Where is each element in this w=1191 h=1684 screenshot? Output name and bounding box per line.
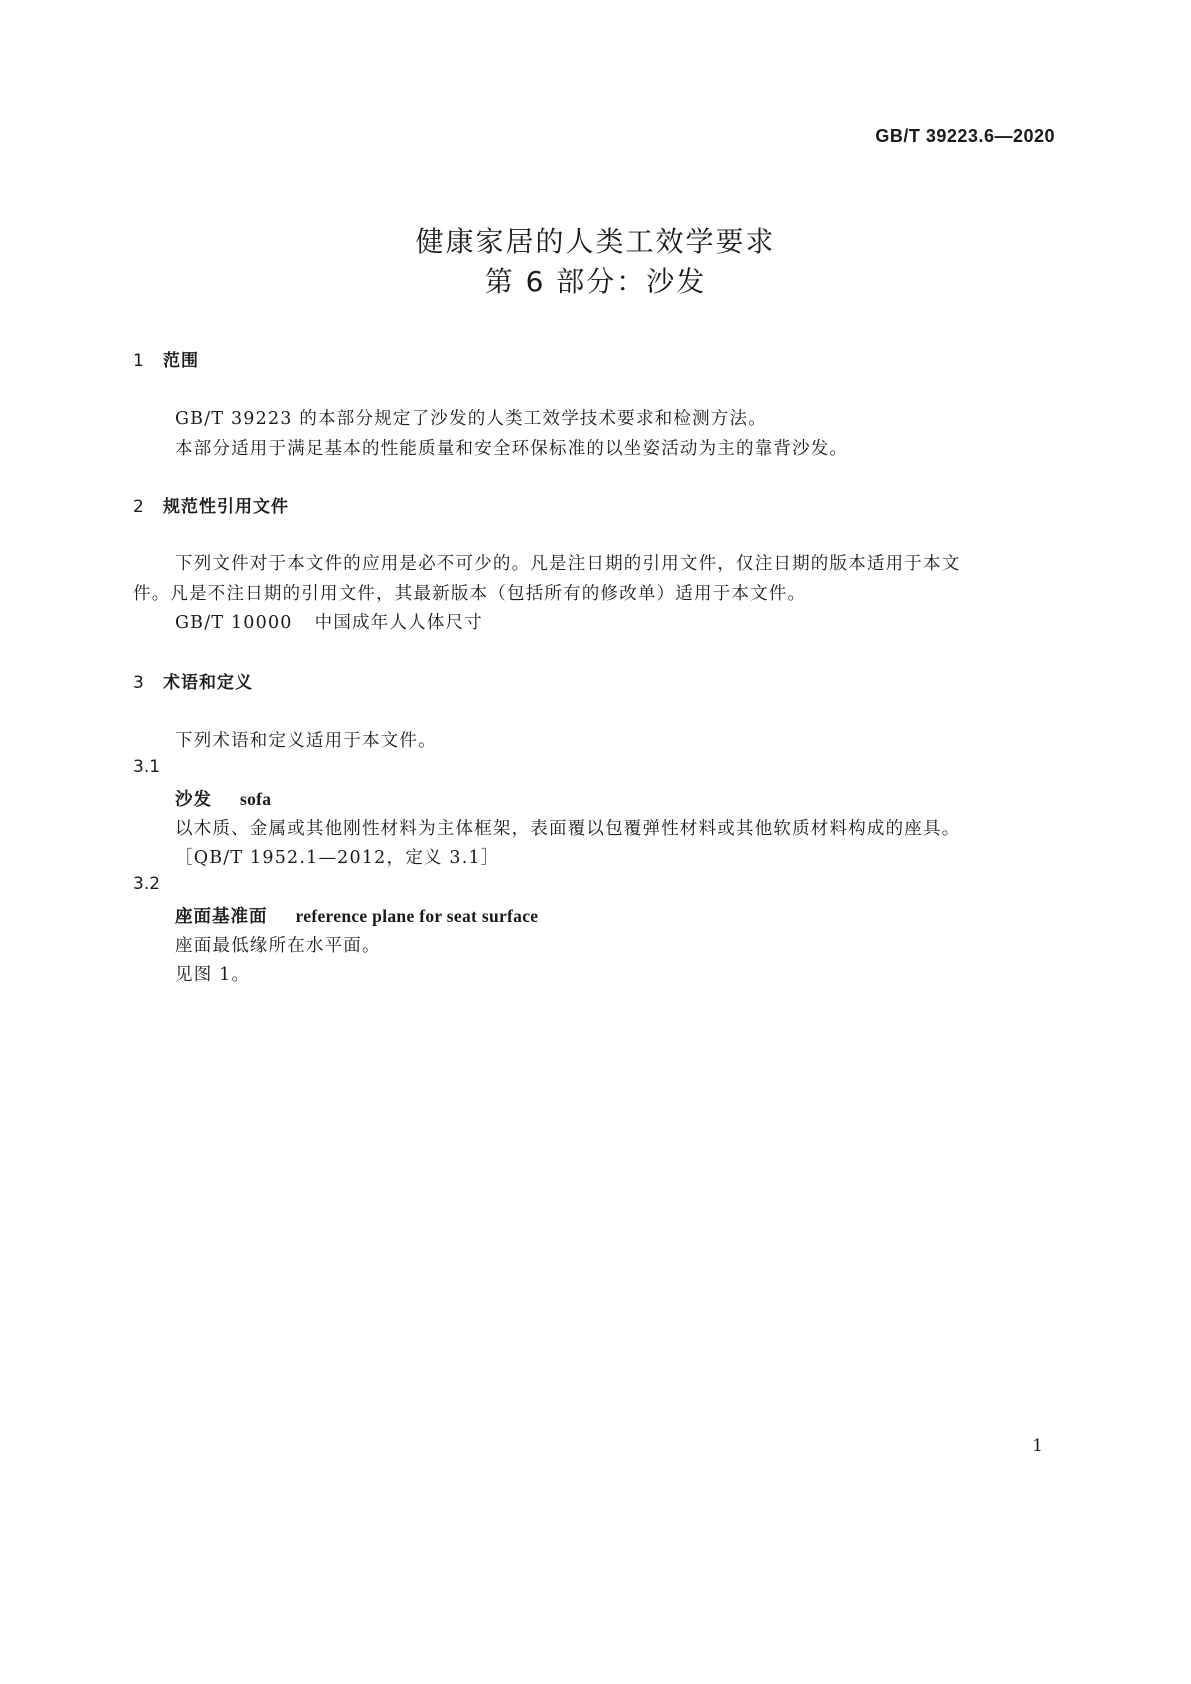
section-3-heading	[133, 668, 253, 693]
term-3-1	[175, 786, 271, 811]
section-number: 1	[133, 351, 145, 371]
scope-paragraph-2: 本部分适用于满足基本的性能质量和安全环保标准的以坐姿活动为主的靠背沙发。	[175, 439, 849, 459]
section-title: 规范性引用文件	[163, 497, 289, 517]
term-zh: 座面基准面	[175, 907, 268, 927]
clause-number-3-1: 3.1	[133, 757, 161, 777]
terms-intro: 下列术语和定义适用于本文件。	[175, 731, 437, 751]
figure-reference-note: 见图 1。	[175, 965, 251, 985]
page-number: 1	[1032, 1436, 1043, 1456]
section-title: 范围	[163, 351, 199, 371]
scope-paragraph-1: GB/T 39223 的本部分规定了沙发的人类工效学技术要求和检测方法。	[175, 409, 767, 429]
definition-3-2: 座面最低缘所在水平面。	[175, 936, 381, 956]
term-zh: 沙发	[175, 790, 212, 810]
reference-code: GB/T 10000	[175, 613, 293, 633]
reference-title: 中国成年人人体尺寸	[314, 613, 483, 633]
normative-reference	[175, 609, 483, 634]
section-number: 2	[133, 497, 145, 517]
normative-paragraph-line-2: 件。凡是不注日期的引用文件，其最新版本（包括所有的修改单）适用于本文件。	[133, 584, 807, 604]
definition-3-1: 以木质、金属或其他刚性材料为主体框架，表面覆以包覆弹性材料或其他软质材料构成的座具。	[175, 819, 961, 839]
term-3-2	[175, 903, 538, 928]
section-1-heading	[133, 346, 199, 371]
document-title	[0, 222, 1191, 302]
normative-paragraph-line-1: 下列文件对于本文件的应用是必不可少的。凡是注日期的引用文件，仅注日期的版本适用于本文	[175, 554, 961, 574]
section-number: 3	[133, 673, 145, 693]
title-main: 健康家居的人类工效学要求	[415, 225, 776, 258]
section-2-heading	[133, 492, 289, 517]
standard-number: GB/T 39223.6—2020	[875, 126, 1055, 146]
term-en: sofa	[240, 789, 272, 809]
definition-source-3-1: ［QB/T 1952.1—2012，定义 3.1］	[175, 848, 500, 868]
title-sub: 第 6 部分：沙发	[484, 265, 707, 298]
clause-number-3-2: 3.2	[133, 874, 161, 894]
section-title: 术语和定义	[163, 673, 253, 693]
term-en: reference plane for seat surface	[295, 906, 539, 926]
